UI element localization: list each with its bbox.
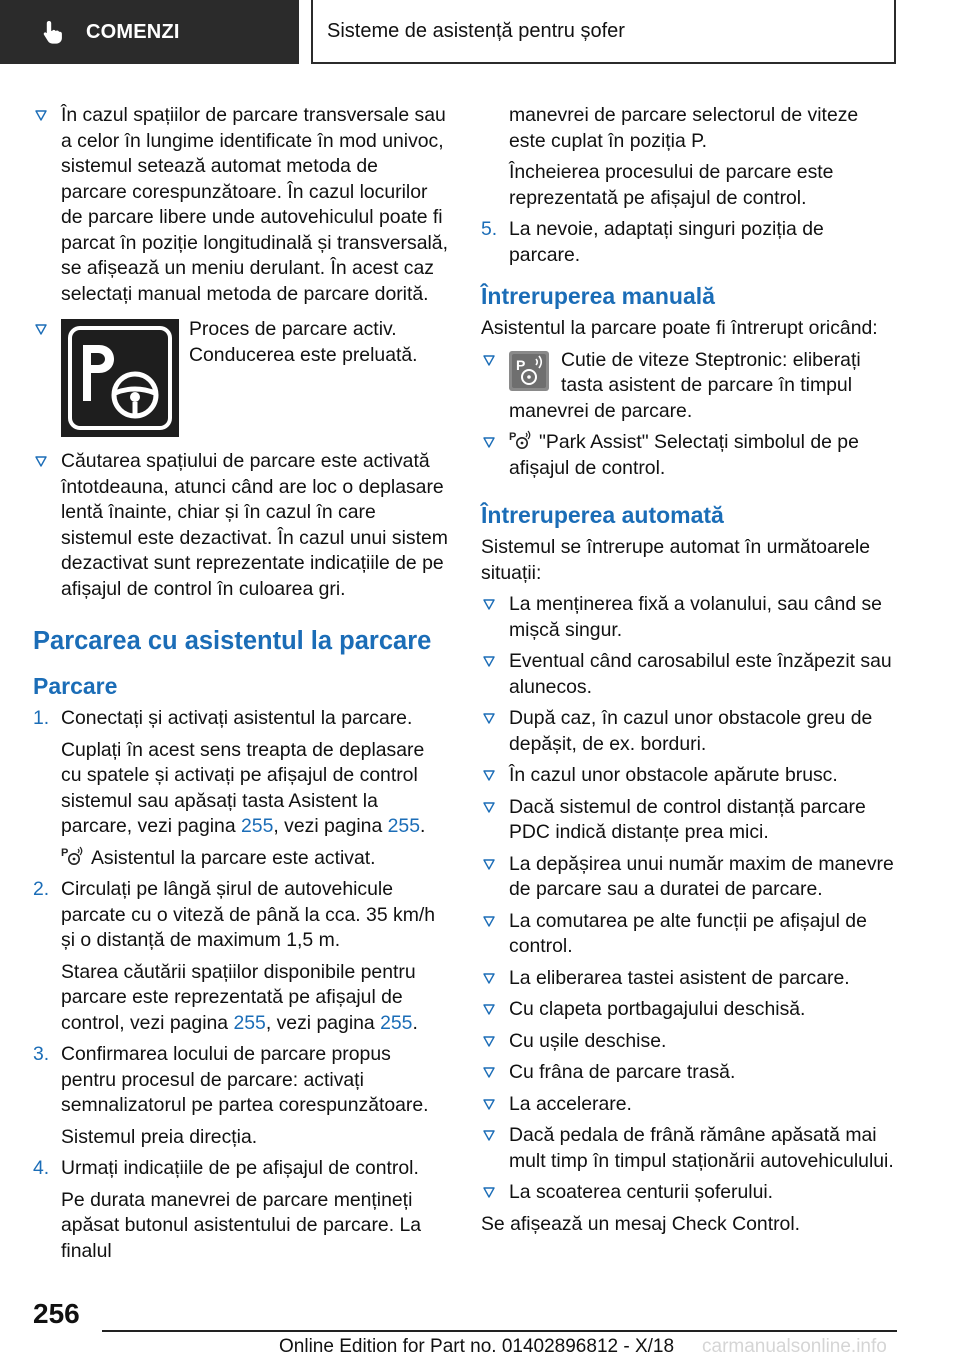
step-status: Asistentul la parcare este activat.	[33, 846, 448, 872]
triangle-bullet-icon	[483, 1187, 495, 1198]
list-item: La eliberarea tastei asistent de parcare.	[481, 966, 897, 992]
paragraph: Sistemul se întrerupe automat în următoarele situații:	[481, 536, 871, 584]
list-item: În cazul spațiilor de parcare transversale sau a celor în lungime identificate în mod univoc, sistemul setează automat metoda de parcare corespunzătoare. În cazul locurilor de parcare libere unde autovehiculul poate fi parcat în poziție longitudinală și transversală, se afișează un meniu derulant. În acest caz selectați manual metoda de parcare dorită.	[33, 103, 448, 307]
footer-edition: Online Edition for Part no. 01402896812 - X/18	[279, 1336, 675, 1357]
triangle-bullet-icon	[35, 324, 47, 335]
triangle-bullet-icon	[483, 859, 495, 870]
list-item: La scoaterea centurii șoferului.	[481, 1180, 897, 1206]
triangle-bullet-icon	[483, 437, 495, 448]
numbered-step: 3. Confirmarea locului de parcare propus pentru procesul de parcare: activați semnalizatorul pe partea corespunzătoare.	[33, 1043, 429, 1116]
list-item: Cu ușile deschise.	[481, 1029, 897, 1055]
step-detail: Starea căutării spațiilor disponibile pentru parcare este reprezentată pe afișajul de control, vezi pagina 255, vezi pagina 255.	[61, 960, 418, 1034]
numbered-step: 5. La nevoie, adaptați singuri poziția de parcare.	[481, 218, 824, 266]
chapter-tab[interactable]	[0, 0, 299, 64]
triangle-bullet-icon	[35, 456, 47, 467]
list-item: Dacă pedala de frână rămâne apăsată mai mult timp în timpul staționării autovehiculului.	[481, 1123, 897, 1174]
triangle-bullet-icon	[483, 770, 495, 781]
subsection-heading: Întreruperea automată	[481, 502, 724, 528]
step-detail: Încheierea procesului de parcare este reprezentată pe afișajul de control.	[509, 161, 834, 209]
triangle-bullet-icon	[483, 1004, 495, 1015]
step-detail: Cuplați în acest sens treapta de deplasare cu spatele și activați pe afișajul de control sistemul sau apăsați tasta Asistent la parcare, vezi pagina 255, vezi pagina 255.	[61, 738, 426, 837]
list-item: La accelerare.	[481, 1092, 897, 1118]
right-column	[481, 103, 897, 1243]
triangle-bullet-icon	[483, 1036, 495, 1047]
list-item: La depășirea unui număr maxim de manevre de parcare sau a duratei de parcare.	[481, 852, 897, 903]
list-item: Proces de parcare activ. Conducerea este preluată.	[33, 317, 448, 437]
list-item: În cazul unor obstacole apărute brusc.	[481, 763, 897, 789]
step-detail: Sistemul preia direcția.	[61, 1125, 258, 1148]
page-header	[0, 0, 960, 66]
chapter-tab-label: COMENZI	[86, 20, 180, 43]
numbered-step: 2. Circulați pe lângă șirul de autovehicule parcate cu o viteză de până la cca. 35 km/h și o distanță de maximum 1,5 m.	[33, 878, 436, 951]
triangle-bullet-icon	[483, 1067, 495, 1078]
triangle-bullet-icon	[483, 802, 495, 813]
triangle-bullet-icon	[483, 355, 495, 366]
section-title: Sisteme de asistență pentru șofer	[311, 0, 896, 64]
pointing-hand-icon	[40, 19, 66, 45]
svg-text:P: P	[516, 356, 526, 373]
numbered-step: 4. Urmați indicațiile de pe afișajul de control.	[33, 1157, 419, 1179]
triangle-bullet-icon	[483, 599, 495, 610]
step-detail: manevrei de parcare selectorul de viteze este cuplat în poziția P.	[509, 104, 859, 152]
page-link[interactable]: 255	[233, 1011, 266, 1034]
auto-interrupt-list	[481, 592, 897, 1206]
park-assist-symbol-icon	[61, 846, 83, 866]
list-item: Eventual când carosabilul este înzăpezit sau alunecos.	[481, 649, 897, 700]
numbered-step: 1. Conectați și activați asistentul la parcare.	[33, 707, 413, 729]
triangle-bullet-icon	[483, 1130, 495, 1141]
subsection-heading: Parcare	[33, 673, 118, 699]
list-item: La menținerea fixă a volanului, sau când se mișcă singur.	[481, 592, 897, 643]
section-heading: Parcarea cu asistentul la parcare	[33, 627, 432, 655]
page-number: 256	[33, 1298, 80, 1329]
list-item: Cu frâna de parcare trasă.	[481, 1060, 897, 1086]
subsection-heading: Întreruperea manuală	[481, 283, 715, 309]
list-item: Cu clapeta portbagajului deschisă.	[481, 997, 897, 1023]
triangle-bullet-icon	[483, 656, 495, 667]
step-detail: Pe durata manevrei de parcare mențineți apăsat butonul asistentului de parcare. La finalul	[61, 1188, 422, 1262]
list-item: Dacă sistemul de control distanță parcare PDC indică distanțe prea mici.	[481, 795, 897, 846]
page-link[interactable]: 255	[380, 1011, 413, 1034]
triangle-bullet-icon	[483, 1099, 495, 1110]
left-column	[33, 103, 448, 1270]
list-item: Căutarea spațiului de parcare este activată întotdeauna, atunci când are loc o deplasare lentă înainte, chiar și în cazul în care sistemul este dezactivat. În cazul unui sistem dezactivat sunt reprezentate indicațiile de pe afișajul de control în culoarea gri.	[33, 449, 448, 602]
watermark: carmanualsonline.info	[702, 1336, 887, 1357]
page-link[interactable]: 255	[387, 815, 420, 837]
park-assist-button-icon	[509, 351, 549, 391]
triangle-bullet-icon	[483, 916, 495, 927]
triangle-bullet-icon	[483, 973, 495, 984]
closing-paragraph: Se afișează un mesaj Check Control.	[481, 1212, 801, 1235]
park-assist-symbol-icon	[509, 430, 531, 450]
list-item: După caz, în cazul unor obstacole greu de depășit, de ex. borduri.	[481, 706, 897, 757]
list-item: La comutarea pe alte funcții pe afișajul de control.	[481, 909, 897, 960]
footer-divider	[102, 1330, 897, 1332]
triangle-bullet-icon	[483, 713, 495, 724]
list-item: P Cutie de viteze Steptronic: eliberați tasta asistent de parcare în timpul manevrei de parcare.	[481, 348, 897, 425]
list-item: "Park Assist" Selectați simbolul de pe afișajul de control.	[481, 430, 897, 481]
parking-steering-wheel-icon	[61, 319, 179, 437]
triangle-bullet-icon	[35, 110, 47, 121]
paragraph: Asistentul la parcare poate fi întrerupt oricând:	[481, 317, 878, 339]
page-link[interactable]: 255	[241, 815, 274, 837]
